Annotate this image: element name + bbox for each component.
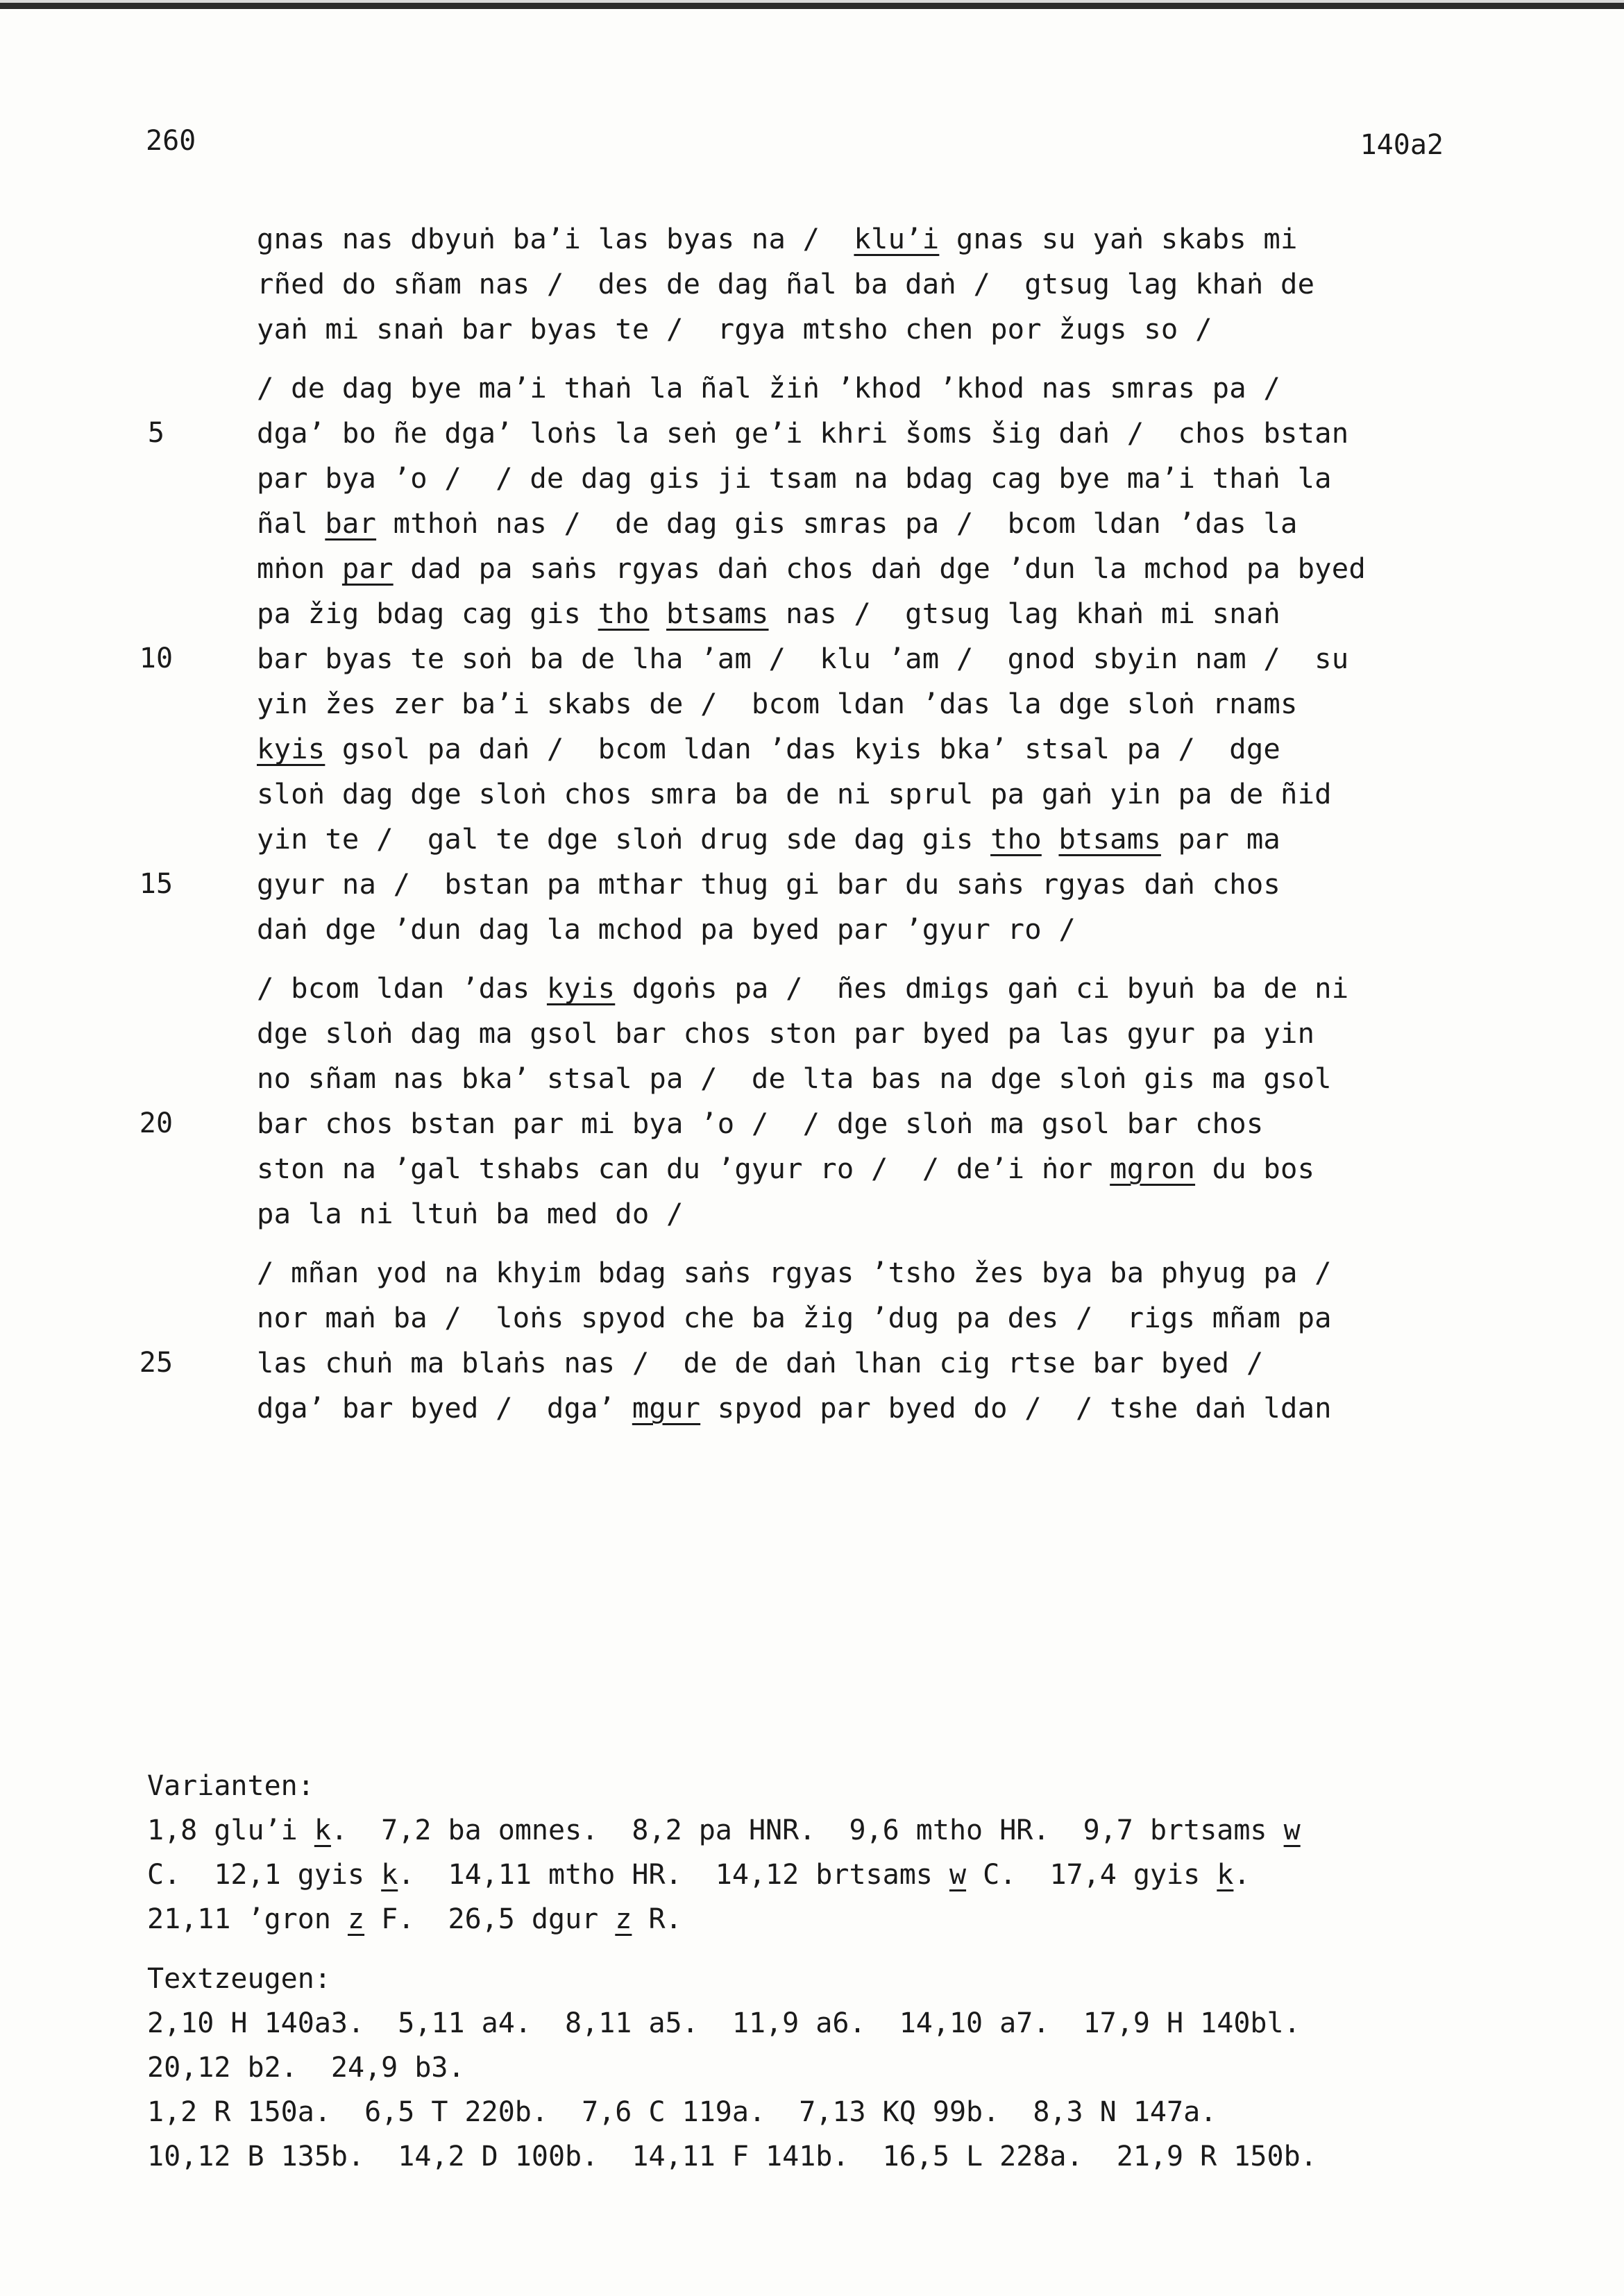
underlined-word: w xyxy=(949,1859,967,1891)
text-segment: F. 26,5 dgur xyxy=(364,1903,616,1935)
text-line xyxy=(147,411,1478,456)
text-line xyxy=(257,966,1478,1011)
text-line xyxy=(257,1386,1478,1431)
text-segment xyxy=(649,597,666,630)
text-segment: par ma xyxy=(1160,822,1281,856)
text-segment: 21,11 ’gron xyxy=(147,1903,348,1935)
underlined-word: k xyxy=(381,1859,398,1891)
critical-apparatus xyxy=(147,1764,1500,2179)
text-segment: gnas nas dbyuṅ ba’i las byas na / xyxy=(257,222,854,255)
text-segment: . xyxy=(1233,1859,1251,1891)
underlined-word: kyis xyxy=(257,732,325,765)
text-segment: / bcom ldan ’das xyxy=(257,971,547,1005)
text-segment: ñal xyxy=(257,507,325,540)
underlined-word: mgron xyxy=(1110,1152,1196,1185)
text-line xyxy=(257,216,1478,262)
text-segment: dad pa saṅs rgyas daṅ chos daṅ dge ’dun la mchod pa byed xyxy=(393,552,1366,585)
text-segment: yin žes zer ba’i skabs de / bcom ldan ’das la dge sloṅ rnams xyxy=(257,687,1298,720)
paragraph xyxy=(139,366,1478,952)
text-segment: dga’ bar byed / dga’ xyxy=(257,1391,632,1425)
text-segment: . 7,2 ba omnes. 8,2 pa HNR. 9,6 mtho HR. 9,7 brtsams xyxy=(330,1814,1284,1846)
witness-line xyxy=(147,2001,1500,2046)
text-segment: gsol pa daṅ / bcom ldan ’das kyis bka’ stsal pa / dge xyxy=(325,732,1280,765)
paragraph xyxy=(257,216,1478,352)
text-segment: du bos xyxy=(1195,1152,1315,1185)
text-segment: 2,10 H 140a3. 5,11 a4. 8,11 a5. 11,9 a6. 14,10 a7. 17,9 H 140bl. xyxy=(147,2007,1301,2039)
text-segment: nas / gtsug lag khaṅ mi snaṅ xyxy=(768,597,1281,630)
text-line xyxy=(257,907,1478,952)
text-segment: rñed do sñam nas / des de dag ñal ba daṅ / gtsug lag khaṅ de xyxy=(257,267,1315,300)
text-line xyxy=(139,1101,1478,1146)
text-segment: / de dag bye ma’i thaṅ la ñal žiṅ ’khod ’khod nas smras pa / xyxy=(257,371,1280,405)
text-line xyxy=(257,262,1478,307)
underlined-word: btsams xyxy=(666,597,769,630)
line-number: 15 xyxy=(139,868,174,900)
text-segment: sloṅ dag dge sloṅ chos smra ba de ni sprul pa gaṅ yin pa de ñid xyxy=(257,777,1332,810)
witness-line xyxy=(147,2046,1500,2090)
text-line xyxy=(257,681,1478,726)
folio-reference: 140a2 xyxy=(1360,129,1444,161)
witness-line xyxy=(147,2090,1500,2134)
text-segment: pa la ni ltuṅ ba med do / xyxy=(257,1197,684,1230)
text-line xyxy=(257,456,1478,501)
paragraph xyxy=(139,966,1478,1236)
text-line xyxy=(257,1056,1478,1101)
underlined-word: z xyxy=(347,1903,365,1935)
text-segment: ston na ’gal tshabs can du ’gyur ro / / de’i ṅor xyxy=(257,1152,1110,1185)
underlined-word: klu’i xyxy=(854,222,940,255)
text-segment: nor maṅ ba / loṅs spyod che ba žig ’dug pa des / rigs mñam pa xyxy=(257,1301,1332,1334)
text-segment: 20,12 b2. 24,9 b3. xyxy=(147,2052,465,2084)
top-scan-rule xyxy=(0,0,1624,10)
text-line xyxy=(257,307,1478,352)
text-line xyxy=(257,591,1478,636)
text-segment: gnas su yaṅ skabs mi xyxy=(939,222,1298,255)
text-line xyxy=(257,366,1478,411)
text-line xyxy=(257,546,1478,591)
text-segment: mṅon xyxy=(257,552,342,585)
text-line xyxy=(257,1146,1478,1191)
underlined-word: tho xyxy=(990,822,1042,856)
varianten-label: Varianten: xyxy=(147,1770,314,1802)
text-segment: dgoṅs pa / ñes dmigs gaṅ ci byuṅ ba de ni xyxy=(615,971,1349,1005)
underlined-word: bar xyxy=(325,507,377,540)
text-line xyxy=(257,772,1478,817)
line-number: 5 xyxy=(147,417,165,449)
text-line xyxy=(257,817,1478,862)
text-segment: dga’ bo ñe dga’ loṅs la seṅ ge’i khri šoms šig daṅ / chos bstan xyxy=(257,416,1349,450)
main-text-block xyxy=(139,216,1478,1445)
text-segment: . 14,11 mtho HR. 14,12 brtsams xyxy=(398,1859,949,1891)
text-segment: pa žig bdag cag gis xyxy=(257,597,598,630)
underlined-word: tho xyxy=(598,597,650,630)
text-segment: spyod par byed do / / tshe daṅ ldan xyxy=(700,1391,1332,1425)
text-segment: bar byas te soṅ ba de lha ’am / klu ’am / gnod sbyin nam / su xyxy=(257,642,1349,675)
text-segment: gyur na / bstan pa mthar thug gi bar du saṅs rgyas daṅ chos xyxy=(257,867,1280,901)
paragraph xyxy=(139,1250,1478,1431)
text-line xyxy=(139,636,1478,681)
text-segment xyxy=(1042,822,1059,856)
underlined-word: k xyxy=(314,1814,331,1846)
text-line xyxy=(139,1341,1478,1386)
text-segment: / mñan yod na khyim bdag saṅs rgyas ’tsho žes bya ba phyug pa / xyxy=(257,1256,1332,1289)
text-segment: yin te / gal te dge sloṅ drug sde dag gis xyxy=(257,822,991,856)
textzeugen-label: Textzeugen: xyxy=(147,1963,331,1995)
text-segment: bar chos bstan par mi bya ’o / / dge sloṅ ma gsol bar chos xyxy=(257,1107,1264,1140)
text-segment: mthoṅ nas / de dag gis smras pa / bcom ldan ’das la xyxy=(376,507,1298,540)
underlined-word: kyis xyxy=(546,971,616,1005)
witness-line xyxy=(147,2134,1500,2179)
page-number: 260 xyxy=(146,125,196,157)
underlined-word: btsams xyxy=(1058,822,1161,856)
textzeugen-list xyxy=(147,2001,1500,2179)
text-segment: 10,12 B 135b. 14,2 D 100b. 14,11 F 141b. 16,5 L 228a. 21,9 R 150b. xyxy=(147,2141,1317,2172)
text-segment: yaṅ mi snaṅ bar byas te / rgya mtsho chen por žugs so / xyxy=(257,312,1212,346)
underlined-word: z xyxy=(615,1903,632,1935)
text-line xyxy=(257,1191,1478,1236)
text-line xyxy=(257,726,1478,772)
underlined-word: k xyxy=(1217,1859,1234,1891)
line-number: 25 xyxy=(139,1347,174,1379)
underlined-word: mgur xyxy=(632,1391,701,1425)
text-segment: C. 17,4 gyis xyxy=(966,1859,1217,1891)
text-segment: dge sloṅ dag ma gsol bar chos ston par byed pa las gyur pa yin xyxy=(257,1017,1315,1050)
text-line xyxy=(257,1295,1478,1341)
line-number: 20 xyxy=(139,1107,174,1139)
text-line xyxy=(139,862,1478,907)
text-segment: 1,8 glu’i xyxy=(147,1814,314,1846)
variant-line xyxy=(147,1853,1500,1897)
text-segment: R. xyxy=(632,1903,682,1935)
variant-line xyxy=(147,1897,1500,1941)
text-segment: daṅ dge ’dun dag la mchod pa byed par ’gyur ro / xyxy=(257,912,1076,946)
text-segment: par bya ’o / / de dag gis ji tsam na bdag cag bye ma’i thaṅ la xyxy=(257,461,1332,495)
text-line xyxy=(257,1250,1478,1295)
text-segment: no sñam nas bka’ stsal pa / de lta bas na dge sloṅ gis ma gsol xyxy=(257,1062,1332,1095)
variant-line xyxy=(147,1808,1500,1853)
underlined-word: par xyxy=(341,552,394,585)
text-line xyxy=(257,501,1478,546)
text-segment: las chuṅ ma blaṅs nas / de de daṅ lhan cig rtse bar byed / xyxy=(257,1346,1264,1379)
underlined-word: w xyxy=(1283,1814,1301,1846)
text-segment: 1,2 R 150a. 6,5 T 220b. 7,6 C 119a. 7,13 KQ 99b. 8,3 N 147a. xyxy=(147,2096,1217,2128)
text-line xyxy=(257,1011,1478,1056)
line-number: 10 xyxy=(139,643,174,674)
text-segment: C. 12,1 gyis xyxy=(147,1859,382,1891)
varianten-list xyxy=(147,1808,1500,1941)
